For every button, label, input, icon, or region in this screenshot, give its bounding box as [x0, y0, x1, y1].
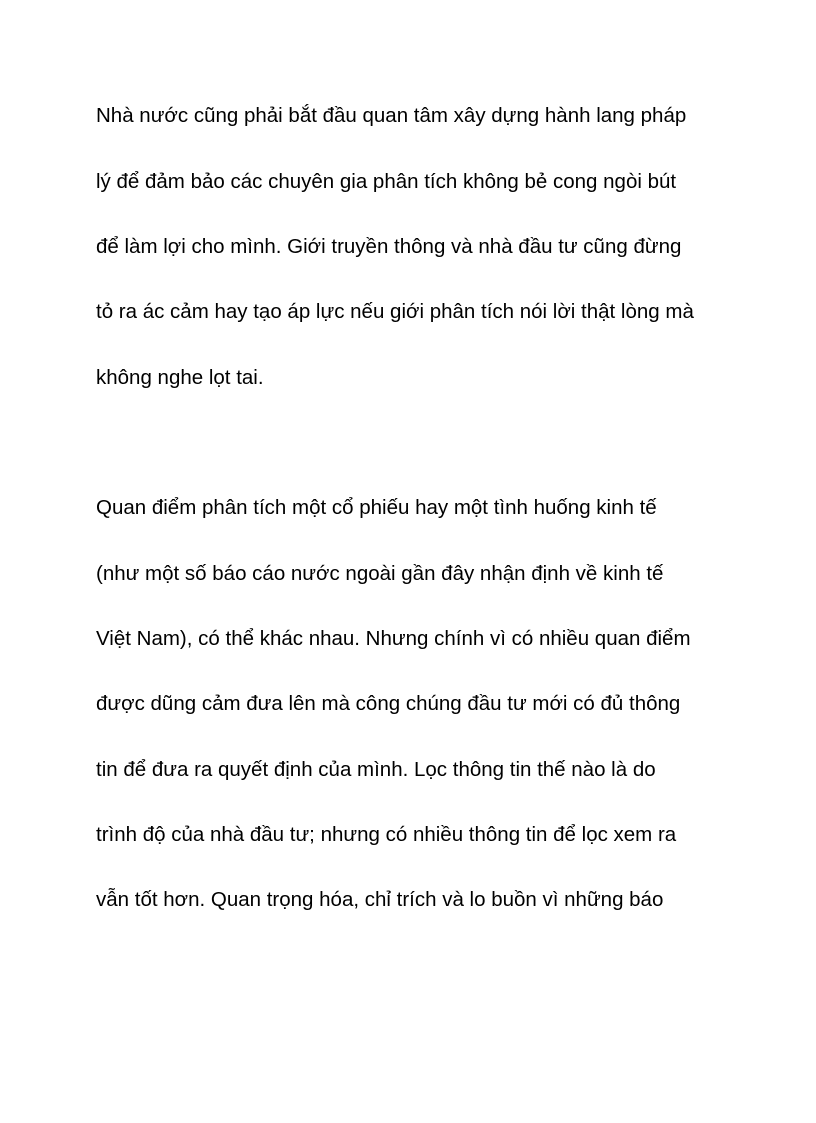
text-line: tin để đưa ra quyết định của mình. Lọc thông tin thế nào là do — [96, 758, 656, 781]
text-line: (như một số báo cáo nước ngoài gần đây nhận định về kinh tế — [96, 562, 664, 585]
text-line: vẫn tốt hơn. Quan trọng hóa, chỉ trích và lo buồn vì những báo — [96, 888, 664, 911]
text-line: lý để đảm bảo các chuyên gia phân tích không bẻ cong ngòi bút — [96, 170, 677, 193]
text-line: Quan điểm phân tích một cổ phiếu hay một tình huống kinh tế — [96, 496, 657, 519]
text-line: trình độ của nhà đầu tư; nhưng có nhiều thông tin để lọc xem ra — [96, 823, 677, 846]
text-line: để làm lợi cho mình. Giới truyền thông và nhà đầu tư cũng đừng — [96, 235, 682, 258]
text-line: Việt Nam), có thể khác nhau. Nhưng chính vì có nhiều quan điểm — [96, 627, 691, 650]
text-line: không nghe lọt tai. — [96, 366, 264, 389]
text-line: được dũng cảm đưa lên mà công chúng đầu tư mới có đủ thông — [96, 692, 681, 715]
text-line: tỏ ra ác cảm hay tạo áp lực nếu giới phân tích nói lời thật lòng mà — [96, 300, 694, 323]
text-line: Nhà nước cũng phải bắt đầu quan tâm xây dựng hành lang pháp — [96, 104, 687, 127]
